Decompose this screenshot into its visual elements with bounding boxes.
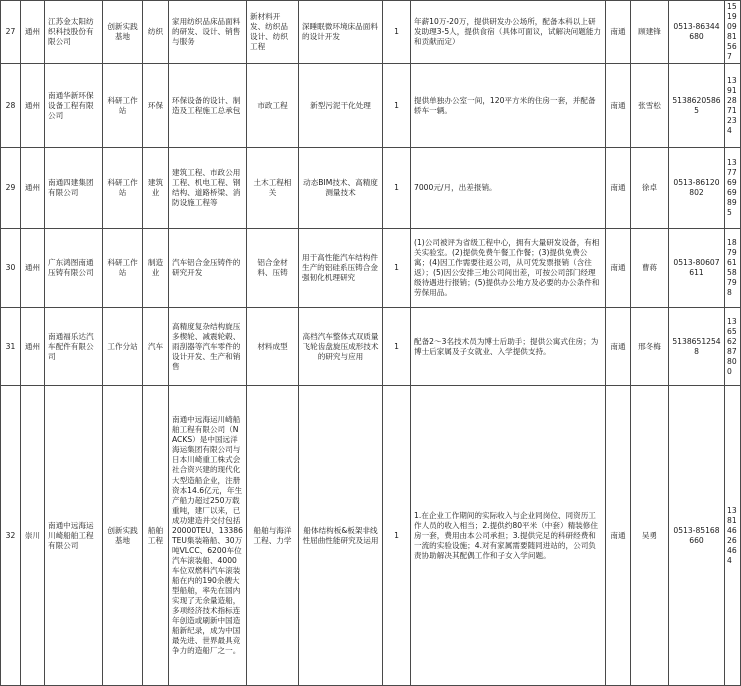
row-number: 27 <box>1 1 21 64</box>
demand-count: 1 <box>383 229 411 308</box>
research-topic: 高档汽车整体式双质量飞轮齿盘旋压成形技术的研究与应用 <box>299 308 383 386</box>
table-row <box>1 64 741 148</box>
mobile-phone: 13912871234 <box>725 64 741 148</box>
benefits: 7000元/月，出差报销。 <box>411 148 606 229</box>
industry: 汽车 <box>143 308 169 386</box>
demand-count: 1 <box>383 1 411 64</box>
platform-type: 科研工作站 <box>103 148 143 229</box>
row-number: 31 <box>1 308 21 386</box>
research-topic: 深睡眠微环境床品面料的设计开发 <box>299 1 383 64</box>
platform-type: 工作分站 <box>103 308 143 386</box>
demand-count: 1 <box>383 308 411 386</box>
office-phone: 51386205865 <box>669 64 725 148</box>
location: 南通 <box>606 229 631 308</box>
table-row <box>1 1 741 64</box>
district: 通州 <box>21 1 45 64</box>
mobile-phone: 13656287800 <box>725 308 741 386</box>
contact-person: 张雪松 <box>631 64 669 148</box>
benefits: 年薪10万-20万，提供研发办公场所，配备本科以上研发助理3-5人，提供食宿（具体可面议，试解决问题能力和贡献而定） <box>411 1 606 64</box>
platform-type: 创新实践基地 <box>103 386 143 686</box>
contact-person: 徐卓 <box>631 148 669 229</box>
research-field: 材料成型 <box>247 308 299 386</box>
mobile-phone: 13814626464 <box>725 386 741 686</box>
row-number: 32 <box>1 386 21 686</box>
office-phone: 51386512548 <box>669 308 725 386</box>
contact-person: 曹蒋 <box>631 229 669 308</box>
benefits: 提供单独办公室一间，120平方米的住房一套，并配备轿车一辆。 <box>411 64 606 148</box>
research-field: 市政工程 <box>247 64 299 148</box>
demand-count: 1 <box>383 148 411 229</box>
company-name: 江苏金太阳纺织科技股份有限公司 <box>45 1 103 64</box>
main-business: 家用纺织品床品面料的研发、设计、销售与服务 <box>169 1 247 64</box>
main-business: 高精度复杂结构旋压多楔轮、减震轮毂、雨刮器等汽车零件的设计开发、生产和销售 <box>169 308 247 386</box>
main-business: 汽车铝合金压铸件的研究开发 <box>169 229 247 308</box>
demand-count: 1 <box>383 386 411 686</box>
office-phone: 0513-86344680 <box>669 1 725 64</box>
table-row <box>1 229 741 308</box>
benefits: 配备2～3名技术员为博士后助手；提供公寓式住房；为博士后家属及子女就业、入学提供支持。 <box>411 308 606 386</box>
industry: 制造业 <box>143 229 169 308</box>
research-field: 铝合金材料、压铸 <box>247 229 299 308</box>
location: 南通 <box>606 308 631 386</box>
main-business: 南通中远海运川崎船舶工程有限公司（NACKS）是中国远洋海运集团有限公司与日本川崎重工株式会社合资兴建的现代化大型造船企业，注册资本14.6亿元，年生产船力超过250万载重吨，建厂以来，已成功建造并交付包括20000TEU、13386TEU集装箱船、30万吨VLCC、6200车位汽车滚装船、4000车位双燃料汽车滚装船在内的190余艘大型船舶，率先在国内实现了无余量造船，多项经济技术指标连年创造或刷新中国造船新纪录，成为中国最先进、世界最具竞争力的造船厂之一。 <box>169 386 247 686</box>
office-phone: 0513-86120802 <box>669 148 725 229</box>
main-business: 建筑工程、市政公用工程、机电工程、钢结构、道路桥梁、消防设施工程等 <box>169 148 247 229</box>
district: 通州 <box>21 148 45 229</box>
platform-type: 科研工作站 <box>103 64 143 148</box>
location: 南通 <box>606 148 631 229</box>
research-field: 船舶与海洋工程、力学 <box>247 386 299 686</box>
row-number: 28 <box>1 64 21 148</box>
table-row <box>1 386 741 686</box>
district: 通州 <box>21 308 45 386</box>
district: 崇川 <box>21 386 45 686</box>
mobile-phone: 15190981567 <box>725 1 741 64</box>
mobile-phone: 18796158798 <box>725 229 741 308</box>
industry: 船舶工程 <box>143 386 169 686</box>
contact-person: 顾建锋 <box>631 1 669 64</box>
row-number: 29 <box>1 148 21 229</box>
industry: 纺织 <box>143 1 169 64</box>
location: 南通 <box>606 64 631 148</box>
research-topic: 用于高性能汽车结构件生产的铝硅系压铸合金强韧化机理研究 <box>299 229 383 308</box>
benefits: 1.在企业工作期间的实际收入与企业同岗位、同资历工作人员的收入相当；2.提供约80平米（中套）精装修住房一套，费用由本公司承担；3.提供完足的科研经费和一流的实验设施；4.对有家属需要随同进站的，公司负责协助解决其配偶工作和子女入学问题。 <box>411 386 606 686</box>
platform-type: 创新实践基地 <box>103 1 143 64</box>
research-field: 新材料开发、纺织品设计、纺织工程 <box>247 1 299 64</box>
demand-count: 1 <box>383 64 411 148</box>
company-name: 广东鸿图南通压铸有限公司 <box>45 229 103 308</box>
location: 南通 <box>606 1 631 64</box>
industry: 建筑业 <box>143 148 169 229</box>
company-name: 南通中远海运川崎船舶工程有限公司 <box>45 386 103 686</box>
company-name: 南通华新环保设备工程有限公司 <box>45 64 103 148</box>
table-row <box>1 308 741 386</box>
contact-person: 吴勇 <box>631 386 669 686</box>
main-business: 环保设备的设计、制造及工程施工总承包 <box>169 64 247 148</box>
company-name: 南通福乐达汽车配件有限公司 <box>45 308 103 386</box>
location: 南通 <box>606 386 631 686</box>
office-phone: 0513-85168660 <box>669 386 725 686</box>
platform-type: 科研工作站 <box>103 229 143 308</box>
benefits: (1)公司被评为省级工程中心，拥有大量研发设备，有相关实验室。(2)提供免费午餐工作餐；(3)提供免费公寓；(4)因工作需要往返公司，从可凭发票报销（含往返）；(5)因公安排三地公司间出差，可按公司部门经理级待遇进行报销；(5)提供办公地方及必要的办公条件和劳保用品。 <box>411 229 606 308</box>
research-topic: 新型污泥干化处理 <box>299 64 383 148</box>
row-number: 30 <box>1 229 21 308</box>
research-topic: 动态BIM技术、高精度测量技术 <box>299 148 383 229</box>
research-field: 土木工程相关 <box>247 148 299 229</box>
contact-person: 邢冬梅 <box>631 308 669 386</box>
research-topic: 船体结构板&板架非线性屈曲性能研究及运用 <box>299 386 383 686</box>
district: 通州 <box>21 229 45 308</box>
mobile-phone: 13776969895 <box>725 148 741 229</box>
company-name: 南通四建集团有限公司 <box>45 148 103 229</box>
district: 通州 <box>21 64 45 148</box>
office-phone: 0513-80607611 <box>669 229 725 308</box>
table-row <box>1 148 741 229</box>
industry: 环保 <box>143 64 169 148</box>
